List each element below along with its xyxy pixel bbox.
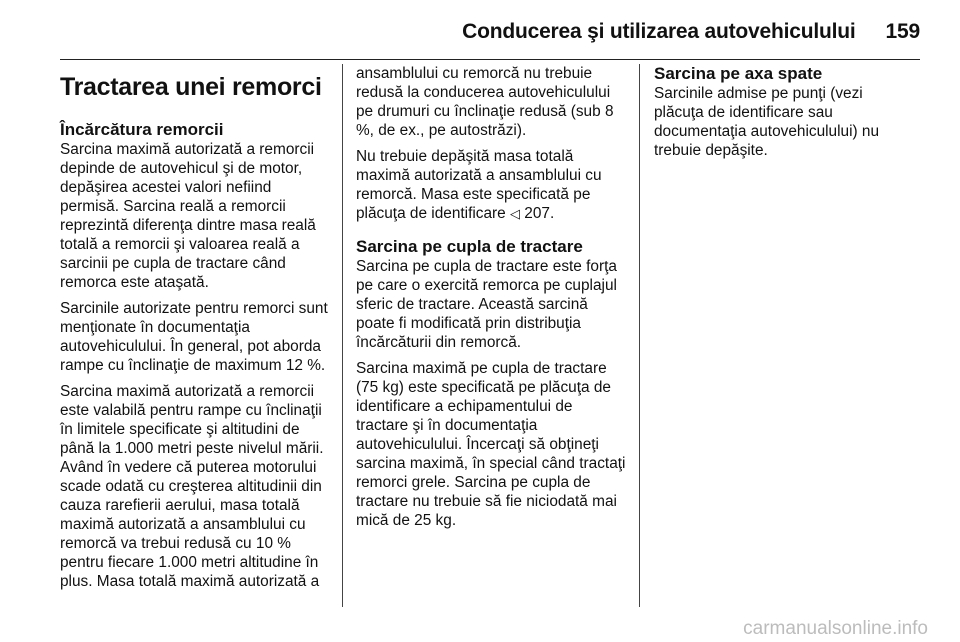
header-rule [60, 59, 920, 60]
subsection-title-rear-axle-load: Sarcina pe axa spate [654, 64, 823, 83]
column-2 [356, 64, 628, 537]
paragraph: Sarcina maximă pe cupla de tractare (75 kg) este specificată pe plăcuţa de identificare a echipamentului de tractare şi în documentaţia autovehiculului. Încercaţi să obţineţi sarcina maximă, în special când tractaţi remorci grele. Sarcina pe cupla de tractare nu trebuie să fie niciodată mai mică de 25 kg. [356, 360, 626, 529]
subsection-title-coupling-load: Sarcina pe cupla de tractare [356, 237, 583, 256]
section-title: Tractarea unei remorci [60, 73, 322, 101]
paragraph: Sarcina maximă autorizată a remorcii este valabilă pentru rampe cu înclinaţii în limitele specificate şi altitudini de până la 1.000 metri peste nivelul mării. Având în vedere că puterea motorului scade odată cu creşterea altitudinii din cauza rarefierii aerului, masa totală maximă autorizată a ansamblului cu remorcă va trebui redusă cu 10 % pentru fiecare 1.000 metri altitudine în plus. Masa totală maximă autorizată a [60, 383, 324, 590]
page-header [462, 15, 920, 49]
column-1 [60, 64, 330, 598]
paragraph: ansamblului cu remorcă nu trebuie redusă la conducerea autovehiculului pe drumuri cu înclinaţie redusă (sub 8 %, de ex., pe autostrăzi). [356, 65, 614, 139]
paragraph-text: Nu trebuie depăşită masa totală maximă autorizată a ansamblului cu remorcă. Masa este specificată pe plăcuţa de identificare [356, 148, 602, 222]
watermark: carmanualsonline.info [743, 618, 928, 639]
page-reference-arrow-icon: ◁ [510, 206, 521, 221]
column-3 [654, 64, 916, 167]
chapter-title: Conducerea şi utilizarea autovehiculului [462, 20, 856, 43]
subsection-title-trailer-load: Încărcătura remorcii [60, 120, 224, 139]
paragraph: Sarcinile autorizate pentru remorci sunt menţionate în documentaţia autovehiculului. În general, pot aborda rampe cu înclinaţie de maximum 12 %. [60, 300, 328, 374]
column-divider-1 [342, 64, 343, 607]
paragraph: Sarcina pe cupla de tractare este forţa pe care o exercită remorca pe cuplajul sferic de tractare. Această sarcină poate fi modificată prin distribuţia încărcăturii din remorcă. [356, 258, 617, 351]
column-divider-2 [639, 64, 640, 607]
paragraph [356, 147, 628, 223]
paragraph: Sarcinile admise pe punţi (vezi plăcuţa de identificare sau documentaţia autovehiculului) nu trebuie depăşite. [654, 85, 880, 159]
paragraph: Sarcina maximă autorizată a remorcii depinde de autovehicul şi de motor, depăşirea acestei valori nefiind permisă. Sarcina reală a remorcii reprezintă diferenţa dintre masa reală totală a remorcii şi valoarea reală a sarcinii pe cupla de tractare când remorca este ataşată. [60, 141, 316, 291]
page-reference-link[interactable]: 207. [524, 205, 555, 222]
page-number: 159 [885, 20, 920, 43]
